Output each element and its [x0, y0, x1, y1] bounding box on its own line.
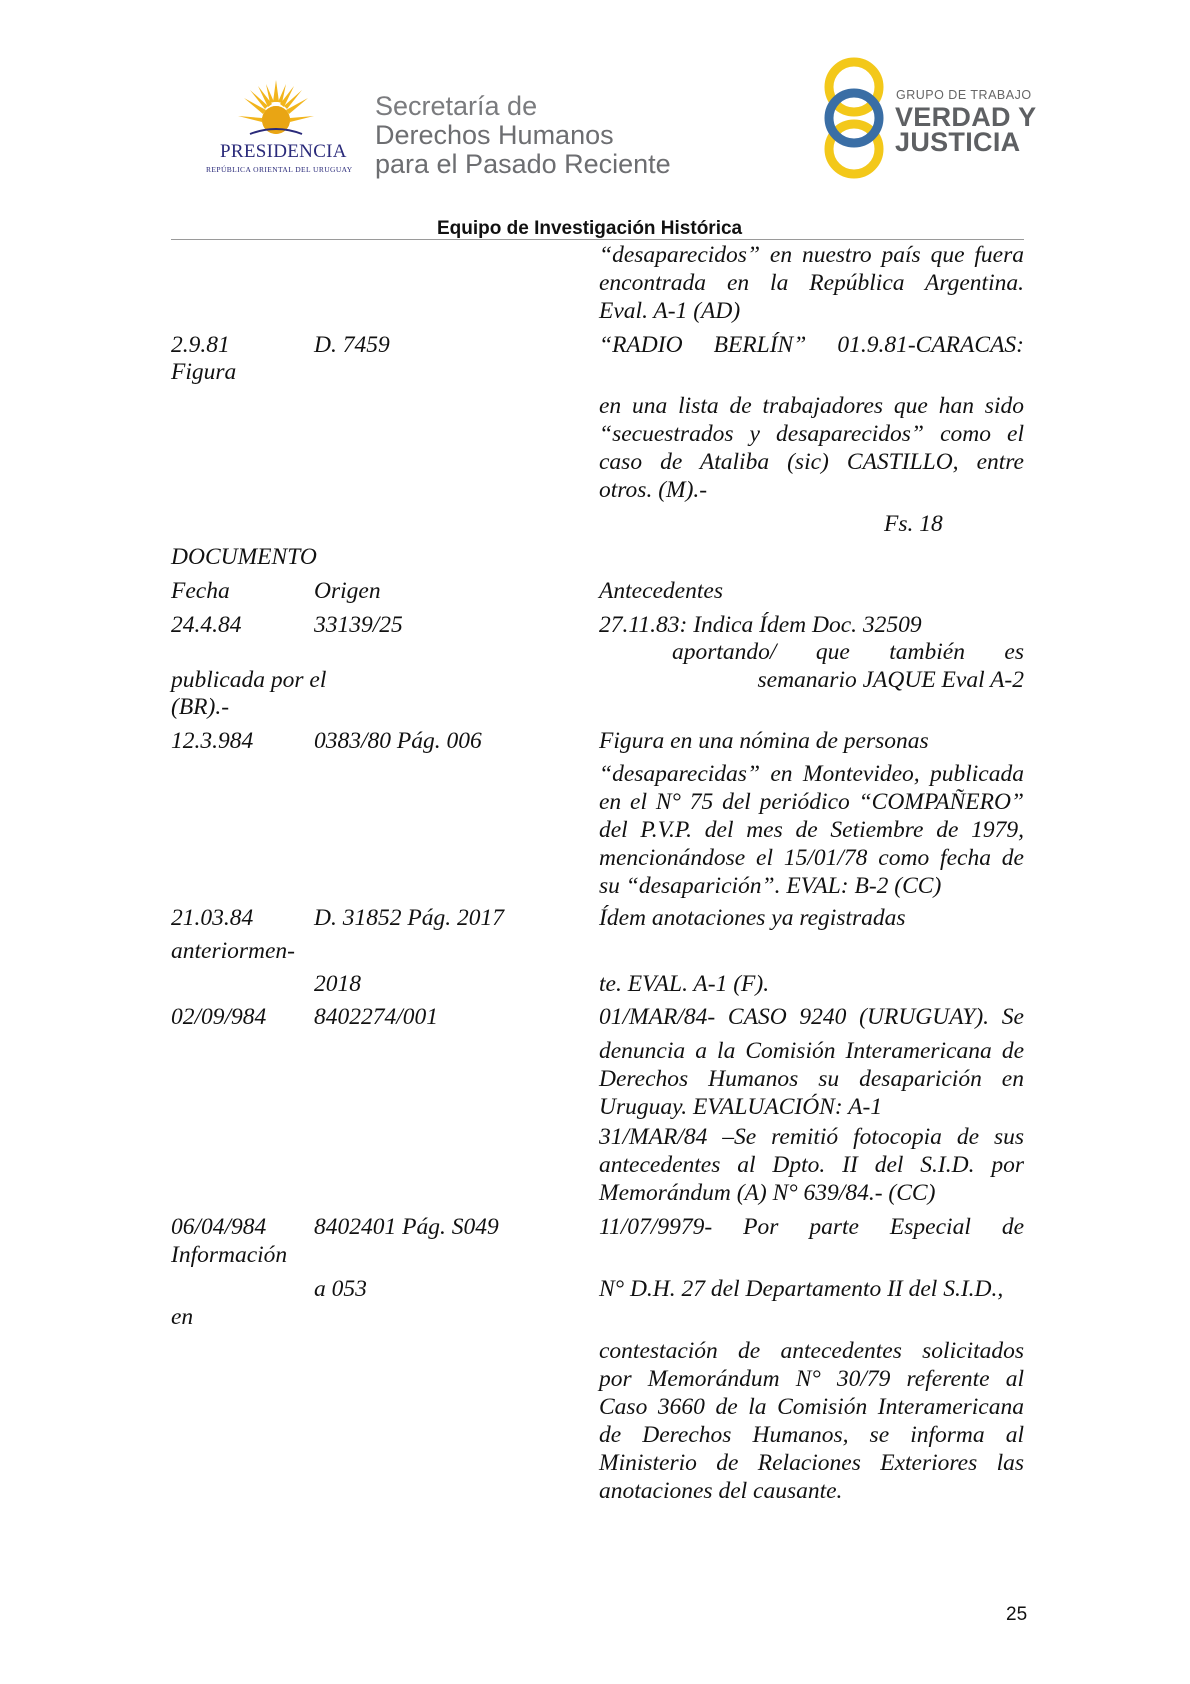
presidencia-subtitle: REPÚBLICA ORIENTAL DEL URUGUAY [206, 165, 353, 174]
entry-4-origen-cont: 2018 [314, 971, 361, 997]
entry-1-desc: “RADIO BERLÍN” 01.9.81-CARACAS: [599, 332, 1024, 358]
entry-5-desc-cont-2 [599, 1123, 1024, 1207]
entry-6-desc-cont-2 [599, 1337, 1024, 1505]
text-line: Eval. A-1 (AD) [599, 298, 741, 324]
entry-3-fecha: 12.3.984 [171, 728, 254, 754]
grupo-small-label: GRUPO DE TRABAJO [896, 88, 1032, 102]
header-rule [171, 239, 1024, 240]
linked-rings-icon [820, 57, 888, 179]
page-number: 25 [1006, 1604, 1028, 1625]
entry-2-desc: 27.11.83: Indica Ídem Doc. 32509 [599, 612, 922, 638]
text-line: “secuestrados y desaparecidos” como el [599, 421, 1024, 447]
text-line: “desaparecidas” en Montevideo, publicada [599, 761, 1024, 787]
column-header-fecha: Fecha [171, 578, 230, 604]
entry-1-origen: D. 7459 [314, 332, 390, 358]
text-line: Uruguay. EVALUACIÓN: A-1 [599, 1094, 883, 1120]
document-heading: DOCUMENTO [171, 544, 317, 570]
text-line: Caso 3660 de la Comisión Interamericana [599, 1394, 1024, 1420]
text-line: mencionándose el 15/01/78 como fecha de [599, 845, 1024, 871]
secretaria-line-1: Secretaría de [375, 91, 538, 121]
entry-1-fecha: 2.9.81 [171, 332, 230, 358]
entry-4-desc-cont: te. EVAL. A-1 (F). [599, 971, 770, 997]
grupo-line-1: VERDAD Y [895, 102, 1037, 132]
grupo-verdad-justicia-logo [820, 57, 1037, 182]
text-line: encontrada en la República Argentina. [599, 270, 1024, 296]
text-line: Memorándum (A) N° 639/84.- (CC) [599, 1180, 936, 1206]
text-line: 31/MAR/84 –Se remitió fotocopia de sus [599, 1124, 1024, 1150]
secretaria-line-3: para el Pasado Reciente [375, 149, 671, 179]
text-line: anotaciones del causante. [599, 1478, 843, 1504]
text-line: en una lista de trabajadores que han sido [599, 393, 1024, 419]
text-line: caso de Ataliba (sic) CASTILLO, entre [599, 449, 1024, 475]
text-line: otros. (M).- [599, 477, 708, 503]
text-line: denuncia a la Comisión Interamericana de [599, 1038, 1024, 1064]
entry-2-desc-cont-2: semanario JAQUE Eval A-2 [757, 667, 1024, 693]
entry-2-desc-cont: aportando/ que también es [672, 639, 1024, 665]
presidencia-logo [196, 80, 356, 176]
entry-1-left-cont: Figura [171, 359, 237, 385]
text-line: por Memorándum N° 30/79 referente al [599, 1366, 1024, 1392]
entry-4-desc: Ídem anotaciones ya registradas [599, 905, 906, 931]
text-line: contestación de antecedentes solicitados [599, 1338, 1024, 1364]
entry-2-left-cont-2: (BR).- [171, 694, 230, 720]
entry-6-desc-cont: N° D.H. 27 del Departamento II del S.I.D., [599, 1276, 1004, 1302]
folio-reference: Fs. 18 [884, 511, 943, 537]
continued-description [599, 241, 1024, 325]
entry-6-desc: 11/07/9979- Por parte Especial de [599, 1214, 1024, 1240]
entry-2-fecha: 24.4.84 [171, 612, 242, 638]
team-title: Equipo de Investigación Histórica [437, 218, 743, 239]
entry-6-origen-cont: a 053 [314, 1276, 367, 1302]
presidencia-name: PRESIDENCIA [220, 141, 347, 162]
column-header-origen: Origen [314, 578, 381, 604]
entry-3-desc-cont [599, 760, 1024, 900]
entry-5-origen: 8402274/001 [314, 1004, 439, 1030]
entry-6-left-cont: Información [171, 1242, 288, 1268]
entry-5-fecha: 02/09/984 [171, 1004, 267, 1030]
entry-2-origen: 33139/25 [314, 612, 403, 638]
entry-6-origen: 8402401 Pág. S049 [314, 1214, 499, 1240]
entry-5-desc-cont [599, 1037, 1024, 1121]
text-line: “desaparecidos” en nuestro país que fuera [599, 242, 1024, 268]
grupo-line-2: JUSTICIA [895, 127, 1021, 157]
entry-3-origen: 0383/80 Pág. 006 [314, 728, 482, 754]
text-line: su “desaparición”. EVAL: B-2 (CC) [599, 873, 942, 899]
entry-3-desc: Figura en una nómina de personas [599, 728, 929, 754]
text-line: antecedentes al Dpto. II del S.I.D. por [599, 1152, 1024, 1178]
entry-1-desc-cont [599, 392, 1024, 504]
column-header-antecedentes: Antecedentes [599, 578, 723, 604]
text-line: Ministerio de Relaciones Exteriores las [599, 1450, 1024, 1476]
text-line: de Derechos Humanos, se informa al [599, 1422, 1024, 1448]
text-line: del P.V.P. del mes de Setiembre de 1979, [599, 817, 1024, 843]
secretaria-title [375, 92, 671, 179]
sun-emblem-icon [236, 80, 316, 138]
entry-4-origen: D. 31852 Pág. 2017 [314, 905, 504, 931]
entry-5-desc: 01/MAR/84- CASO 9240 (URUGUAY). Se [599, 1004, 1024, 1030]
entry-4-fecha: 21.03.84 [171, 905, 254, 931]
text-line: en el N° 75 del periódico “COMPAÑERO” [599, 789, 1024, 815]
secretaria-line-2: Derechos Humanos [375, 120, 614, 150]
text-line: Derechos Humanos su desaparición en [599, 1066, 1024, 1092]
entry-2-left-cont: publicada por el [171, 667, 327, 693]
entry-6-fecha: 06/04/984 [171, 1214, 267, 1240]
entry-6-left-cont-2: en [171, 1304, 194, 1330]
entry-4-left-cont: anteriormen- [171, 938, 296, 964]
